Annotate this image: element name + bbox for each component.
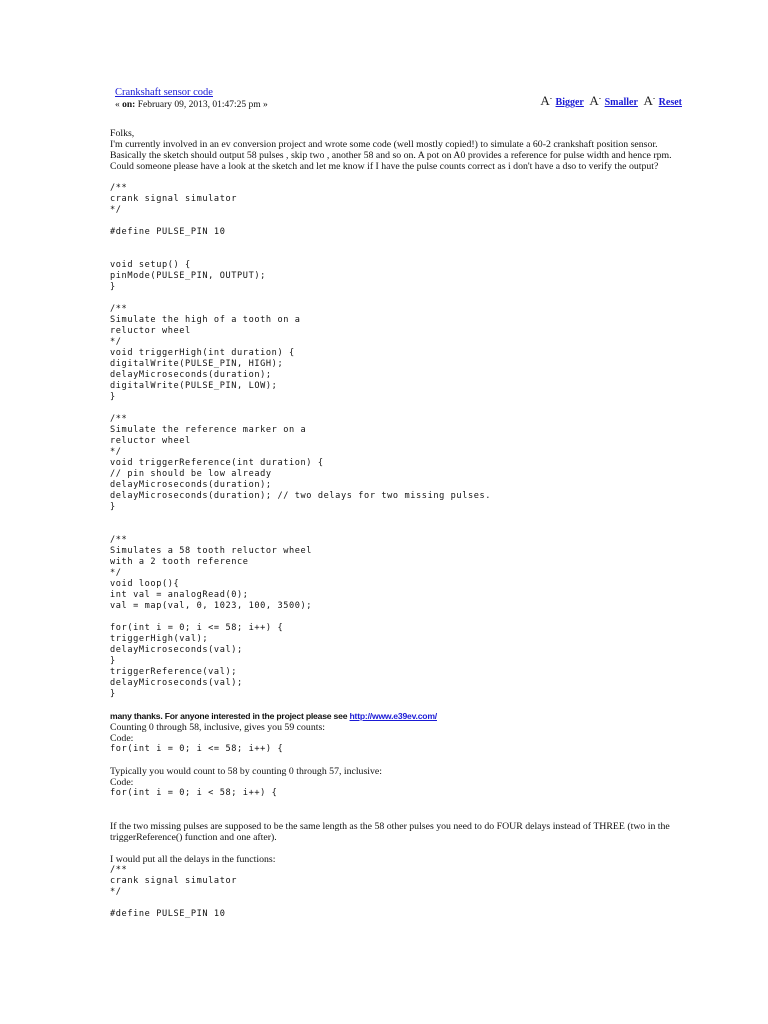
- thanks-text: many thanks. For anyone interested in the project please see: [110, 711, 350, 721]
- reset-link[interactable]: Reset: [658, 97, 682, 108]
- date-value: February 09, 2013, 01:47:25 pm »: [135, 100, 268, 110]
- code-snippet-inclusive: for(int i = 0; i <= 58; i++) {: [110, 744, 284, 754]
- post-body: [110, 128, 682, 920]
- code-label: Code:: [110, 777, 134, 788]
- font-size-sup: -: [598, 94, 602, 102]
- bigger-control[interactable]: [540, 93, 584, 109]
- smaller-control[interactable]: [589, 93, 638, 109]
- reply-line-typically: Typically you would count to 58 by counting 0 through 57, inclusive:: [110, 766, 382, 777]
- reply-line-counting: Counting 0 through 58, inclusive, gives you 59 counts:: [110, 722, 325, 733]
- reply-line-delays: I would put all the delays in the functions:: [110, 854, 276, 865]
- font-size-icon: A: [540, 93, 550, 108]
- font-size-sup: -: [652, 94, 656, 102]
- reply-line-missing-pulses: If the two missing pulses are supposed to be the same length as the 58 other pulses you need to do FOUR delays instead of THREE (two in the triggerReference() function and one after).: [110, 821, 670, 843]
- font-size-icon: A: [643, 93, 653, 108]
- post-intro: I'm currently involved in an ev conversion project and wrote some code (well mostly copied!) to simulate a 60-2 crankshaft position sensor. Basically the sketch should output 58 pulses , skip two , another 58 and so on. A pot on A0 provides a reference for pulse width and hence rpm. Could someone please have a look at the sketch and let me know if I have the pulse counts correct as i don't have a dso to verify the output?: [110, 139, 672, 172]
- code-label: Code:: [110, 733, 134, 744]
- thanks-line: [110, 711, 682, 722]
- code-block-sketch: /** crank signal simulator */ #define PULSE_PIN 10 void setup() { pinMode(PULSE_PIN, OUTPUT); } /** Simulate the high of a tooth on a reluctor wheel */ void triggerHigh(int duration) { digitalWrite(PULSE_PIN, HIGH); delayMicroseconds(duration); digitalWrite(PULSE_PIN, LOW); } /** Simulate the reference marker on a reluctor wheel */ void triggerReference(int duration) { // pin should be low already delayMicroseconds(duration); delayMicroseconds(duration); // two delays for two missing pulses. } /** Simulates a 58 tooth reluctor wheel with a 2 tooth reference */ void loop(){ int val = analogRead(0); val = map(val, 0, 1023, 100, 3500); for(int i = 0; i <= 58; i++) { triggerHigh(val); delayMicroseconds(val); } triggerReference(val); delayMicroseconds(val); }: [110, 183, 492, 699]
- font-size-sup: -: [549, 94, 553, 102]
- date-label: on:: [122, 100, 136, 110]
- date-prefix: «: [115, 100, 123, 110]
- project-link[interactable]: http://www.e39ev.com/: [349, 711, 437, 721]
- post-header: [110, 86, 682, 114]
- text-size-controls: [537, 93, 682, 109]
- bigger-link[interactable]: Bigger: [555, 97, 584, 108]
- font-size-icon: A: [589, 93, 599, 108]
- smaller-link[interactable]: Smaller: [604, 97, 638, 108]
- topic-title-link[interactable]: Crankshaft sensor code: [115, 87, 213, 98]
- code-snippet-exclusive: for(int i = 0; i < 58; i++) {: [110, 788, 278, 798]
- forum-post: [110, 86, 682, 920]
- greeting: Folks,: [110, 128, 135, 139]
- code-block-reply: /** crank signal simulator */ #define PULSE_PIN 10: [110, 865, 238, 919]
- reset-control[interactable]: [643, 93, 682, 109]
